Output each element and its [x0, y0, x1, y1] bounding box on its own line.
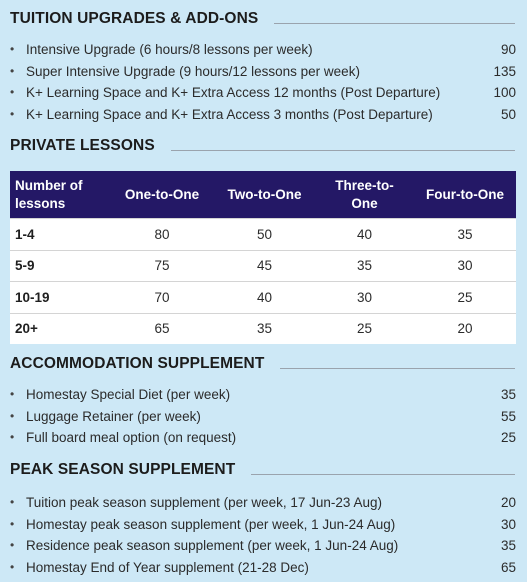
- section-accommodation-supplement: [0, 352, 527, 449]
- item-price: 30: [500, 516, 516, 532]
- price-list: [0, 492, 527, 578]
- table-cell: 70: [110, 282, 214, 314]
- section-heading: [10, 134, 527, 158]
- list-item: [0, 557, 527, 579]
- price-list: [0, 384, 527, 449]
- item-price: 65: [500, 559, 516, 575]
- item-price: 20: [500, 495, 516, 510]
- bullet-icon: •: [10, 387, 15, 401]
- table-cell: 30: [315, 282, 414, 314]
- table-cell: 80: [110, 219, 214, 251]
- section-title: PRIVATE LESSONS: [10, 137, 155, 154]
- bullet-icon: •: [10, 42, 15, 56]
- item-label: K+ Learning Space and K+ Extra Access 3 months (Post Departure): [26, 106, 433, 122]
- bullet-icon: •: [10, 106, 15, 121]
- section-heading: [10, 458, 527, 482]
- table-cell: 40: [214, 282, 315, 314]
- list-item: [0, 427, 527, 449]
- item-label: Residence peak season supplement (per week, 1 Jun-24 Aug): [26, 538, 399, 553]
- table-row: [10, 282, 516, 314]
- list-item: [0, 82, 527, 104]
- table-header-row: [10, 171, 516, 219]
- item-label: Tuition peak season supplement (per week, 17 Jun-23 Aug): [26, 495, 382, 510]
- heading-rule: [251, 474, 515, 475]
- item-label: Intensive Upgrade (6 hours/8 lessons per week): [26, 42, 313, 57]
- item-label: K+ Learning Space and K+ Extra Access 12 months (Post Departure): [26, 85, 441, 100]
- table-cell: 45: [214, 250, 315, 282]
- table-cell: 30: [414, 250, 516, 282]
- section-tuition-upgrades: [0, 7, 527, 125]
- section-title: PEAK SEASON SUPPLEMENT: [10, 461, 236, 478]
- section-heading: [10, 7, 527, 31]
- section-peak-season-supplement: [0, 458, 527, 578]
- column-header-two-to-one: Two-to-One: [214, 171, 315, 219]
- heading-rule: [171, 150, 515, 151]
- list-item: [0, 535, 527, 557]
- list-item: [0, 492, 527, 514]
- column-header-number-of-lessons: Number of lessons: [10, 171, 110, 219]
- table-cell: 25: [414, 282, 516, 314]
- item-price: 35: [500, 538, 516, 553]
- item-label: Homestay peak season supplement (per week, 1 Jun-24 Aug): [26, 516, 396, 532]
- item-price: 100: [493, 85, 516, 100]
- item-label: Homestay Special Diet (per week): [26, 387, 231, 402]
- item-price: 90: [500, 42, 516, 57]
- table-row: [10, 219, 516, 251]
- bullet-icon: •: [10, 430, 15, 444]
- bullet-icon: •: [10, 85, 15, 99]
- heading-rule: [280, 368, 515, 369]
- heading-rule: [274, 23, 515, 24]
- table-cell: 20: [414, 313, 516, 344]
- item-label: Homestay End of Year supplement (21-28 Dec): [26, 559, 309, 575]
- column-header-four-to-one: Four-to-One: [414, 171, 516, 219]
- item-label: Luggage Retainer (per week): [26, 408, 201, 424]
- item-price: 35: [500, 387, 516, 402]
- bullet-icon: •: [10, 538, 15, 552]
- list-item: [0, 384, 527, 406]
- row-label: 10-19: [10, 282, 110, 314]
- table-cell: 65: [110, 313, 214, 344]
- item-price: 50: [500, 106, 516, 122]
- table-row: [10, 250, 516, 282]
- list-item: [0, 104, 527, 126]
- bullet-icon: •: [10, 63, 15, 78]
- item-price: 25: [500, 430, 516, 445]
- bullet-icon: •: [10, 516, 15, 531]
- table-cell: 50: [214, 219, 315, 251]
- list-item: [0, 514, 527, 536]
- item-price: 135: [493, 63, 516, 79]
- bullet-icon: •: [10, 495, 15, 509]
- list-item: [0, 61, 527, 83]
- table-cell: 40: [315, 219, 414, 251]
- column-header-three-to-one: Three-to- One: [315, 171, 414, 219]
- row-label: 1-4: [10, 219, 110, 251]
- table-cell: 25: [315, 313, 414, 344]
- table-cell: 35: [214, 313, 315, 344]
- row-label: 20+: [10, 313, 110, 344]
- row-label: 5-9: [10, 250, 110, 282]
- section-heading: [10, 352, 527, 376]
- item-label: Super Intensive Upgrade (9 hours/12 lessons per week): [26, 63, 360, 79]
- list-item: [0, 39, 527, 61]
- price-list: [0, 39, 527, 125]
- item-label: Full board meal option (on request): [26, 430, 237, 445]
- table-row: [10, 313, 516, 344]
- column-header-one-to-one: One-to-One: [110, 171, 214, 219]
- section-title: ACCOMMODATION SUPPLEMENT: [10, 355, 265, 372]
- item-price: 55: [500, 408, 516, 424]
- private-lessons-table: [10, 171, 516, 344]
- section-title: TUITION UPGRADES & ADD-ONS: [10, 10, 259, 27]
- table-cell: 35: [414, 219, 516, 251]
- section-private-lessons: [0, 134, 527, 158]
- bullet-icon: •: [10, 559, 15, 574]
- table-cell: 35: [315, 250, 414, 282]
- bullet-icon: •: [10, 408, 15, 423]
- list-item: [0, 406, 527, 428]
- table-cell: 75: [110, 250, 214, 282]
